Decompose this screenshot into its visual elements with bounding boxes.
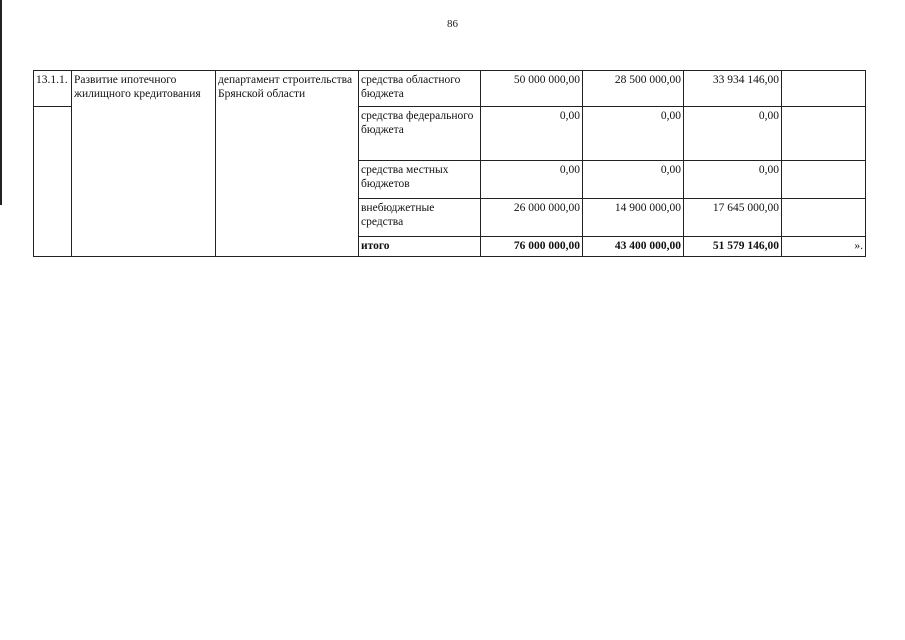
- funding-source-cell: средства федерального бюджета: [359, 107, 481, 161]
- amount-cell: 0,00: [583, 161, 684, 199]
- amount-cell: 0,00: [583, 107, 684, 161]
- total-amount-cell: 43 400 000,00: [583, 237, 684, 257]
- funding-source-cell: средства местных бюджетов: [359, 161, 481, 199]
- amount-cell: 14 900 000,00: [583, 199, 684, 237]
- amount-cell: 28 500 000,00: [583, 71, 684, 107]
- executor-cell: департамент строительства Брянской области: [216, 71, 359, 257]
- note-cell: [782, 107, 866, 161]
- amount-cell: 0,00: [481, 161, 583, 199]
- amount-cell: 0,00: [684, 107, 782, 161]
- amount-cell: 33 934 146,00: [684, 71, 782, 107]
- table-row: [34, 71, 866, 107]
- note-cell: [782, 199, 866, 237]
- amount-cell: 17 645 000,00: [684, 199, 782, 237]
- funding-source-cell: внебюджетные средства: [359, 199, 481, 237]
- measure-name-cell: Развитие ипотечного жилищного кредитования: [72, 71, 216, 257]
- budget-table: [33, 70, 866, 257]
- note-cell: [782, 161, 866, 199]
- measure-code-cell-empty: [34, 107, 72, 257]
- note-cell: [782, 71, 866, 107]
- closing-quote-cell: ».: [782, 237, 866, 257]
- total-amount-cell: 51 579 146,00: [684, 237, 782, 257]
- amount-cell: 26 000 000,00: [481, 199, 583, 237]
- total-label-cell: итого: [359, 237, 481, 257]
- funding-source-cell: средства областного бюджета: [359, 71, 481, 107]
- amount-cell: 50 000 000,00: [481, 71, 583, 107]
- total-amount-cell: 76 000 000,00: [481, 237, 583, 257]
- amount-cell: 0,00: [481, 107, 583, 161]
- amount-cell: 0,00: [684, 161, 782, 199]
- page-number: 86: [447, 18, 458, 30]
- left-margin-rule: [0, 0, 2, 205]
- measure-code-cell: 13.1.1.: [34, 71, 72, 107]
